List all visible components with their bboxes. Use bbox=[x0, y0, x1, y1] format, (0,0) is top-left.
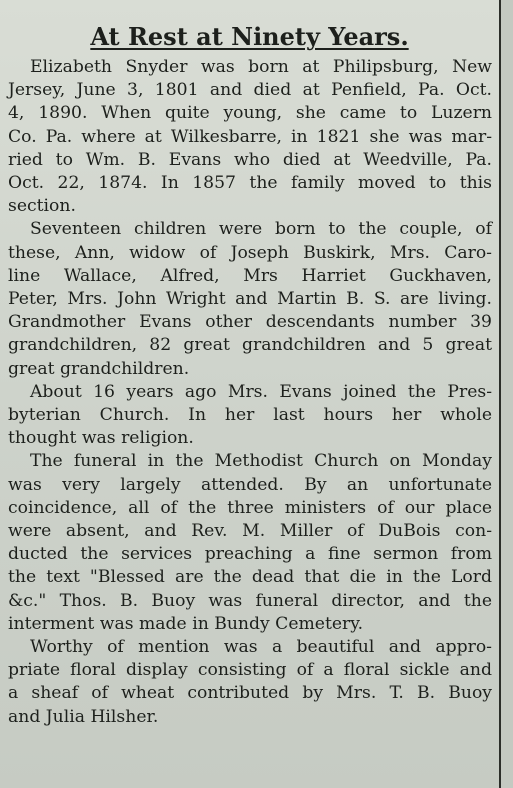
cut-off-text bbox=[0, 0, 513, 7]
text-line: Oct. 22, 1874. In 1857 the family moved to this bbox=[8, 173, 492, 194]
page-title: At Rest at Ninety Years. bbox=[90, 22, 409, 51]
text-line: Seventeen children were born to the couple, of bbox=[30, 219, 492, 240]
text-line: Co. Pa. where at Wilkesbarre, in 1821 she was mar- bbox=[8, 126, 492, 147]
text-line: Elizabeth Snyder was born at Philipsburg, New bbox=[30, 57, 492, 77]
text-line: About 16 years ago Mrs. Evans joined the Pres- bbox=[30, 381, 492, 402]
text-line: the text "Blessed are the dead that die in the Lord bbox=[8, 567, 492, 588]
text-line: grandchildren, 82 great grandchildren and 5 great bbox=[8, 335, 492, 356]
text-line: were absent, and Rev. M. Miller of DuBois con- bbox=[8, 521, 492, 542]
text-line: great grandchildren. bbox=[8, 358, 190, 379]
article-paragraph bbox=[8, 56, 492, 218]
text-line: Jersey, June 3, 1801 and died at Penfield, Pa. Oct. bbox=[8, 80, 492, 101]
text-line: these, Ann, widow of Joseph Buskirk, Mrs. Caro- bbox=[8, 242, 492, 263]
text-line: a sheaf of wheat contributed by Mrs. T. B. Buoy bbox=[8, 683, 492, 704]
text-line: interment was made in Bundy Cemetery. bbox=[8, 613, 364, 634]
text-line: ried to Wm. B. Evans who died at Weedville, Pa. bbox=[8, 149, 492, 170]
article-paragraph bbox=[8, 381, 492, 451]
article-body bbox=[8, 56, 492, 729]
text-line: The funeral in the Methodist Church on Monday bbox=[30, 451, 492, 472]
text-line: byterian Church. In her last hours her whole bbox=[8, 405, 492, 426]
text-line: ducted the services preaching a fine sermon from bbox=[8, 544, 492, 565]
text-line: Worthy of mention was a beautiful and appro- bbox=[30, 637, 492, 658]
text-line: Grandmother Evans other descendants number 39 bbox=[8, 312, 492, 333]
text-line: section. bbox=[8, 196, 76, 217]
text-line: 4, 1890. When quite young, she came to Luzern bbox=[8, 103, 492, 124]
text-line: thought was religion. bbox=[8, 428, 194, 449]
article-paragraph bbox=[8, 450, 492, 636]
text-line: line Wallace, Alfred, Mrs Harriet Guckhaven, bbox=[8, 265, 492, 286]
text-line: &c." Thos. B. Buoy was funeral director, and the bbox=[8, 590, 492, 611]
article-paragraph bbox=[8, 218, 492, 380]
article-paragraph bbox=[8, 636, 492, 729]
text-line: priate floral display consisting of a floral sickle and bbox=[8, 660, 492, 681]
text-line: coincidence, all of the three ministers of our place bbox=[8, 497, 492, 518]
adjacent-column-edge bbox=[501, 0, 513, 788]
text-line: and Julia Hilsher. bbox=[8, 706, 159, 727]
text-line: Peter, Mrs. John Wright and Martin B. S. are living. bbox=[8, 289, 492, 310]
text-line: was very largely attended. By an unfortunate bbox=[8, 474, 492, 495]
